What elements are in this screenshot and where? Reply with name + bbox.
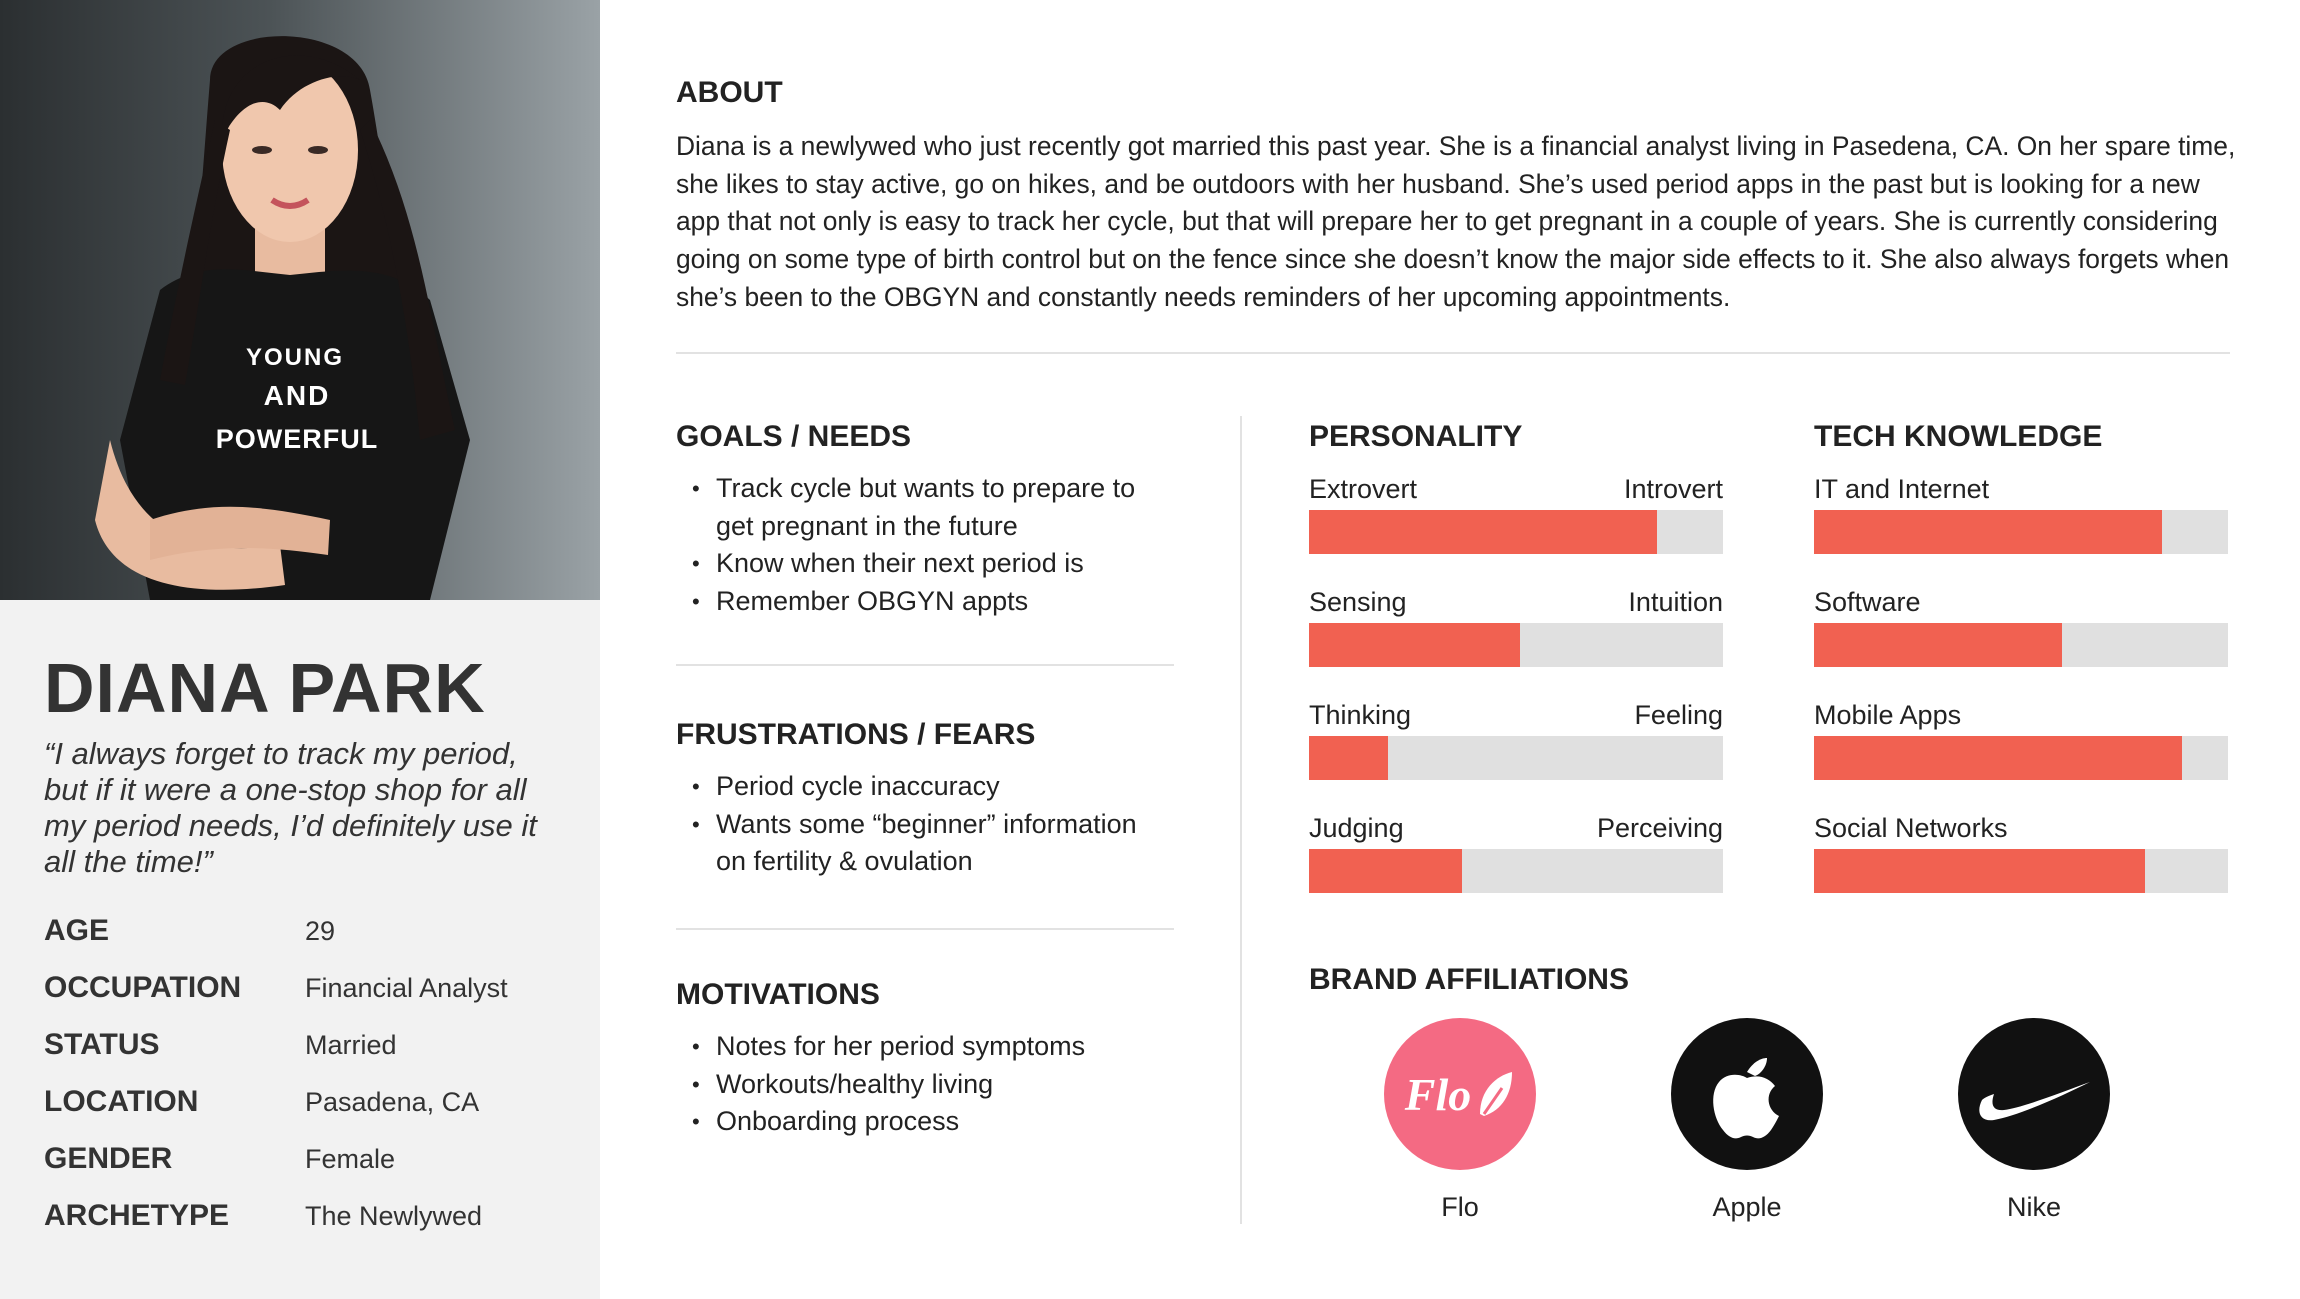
frustrations-list: [692, 768, 1172, 881]
skill-bar-track: [1814, 849, 2228, 893]
list-item: • Notes for her period symptoms: [692, 1028, 1172, 1066]
fact-label: AGE: [44, 914, 110, 947]
brand-flo: [1360, 1018, 1560, 1223]
fact-label: GENDER: [44, 1142, 173, 1175]
fact-value: 29: [305, 916, 336, 946]
fact-value: Financial Analyst: [305, 973, 508, 1003]
skill-bar-fill: [1814, 849, 2145, 893]
trait-bar-track: [1309, 623, 1723, 667]
about-title: ABOUT: [676, 76, 783, 109]
apple-logo-icon: [1671, 1018, 1823, 1170]
persona-panel: [0, 0, 600, 1299]
trait-right-label: Feeling: [1634, 700, 1723, 730]
trait-left-label: Judging: [1309, 813, 1404, 843]
skill-label: Social Networks: [1814, 813, 2008, 843]
list-item: • Track cycle but wants to prepare to get pregnant in the future: [692, 470, 1172, 545]
trait-bar-fill: [1309, 736, 1388, 780]
fact-value: The Newlywed: [305, 1201, 483, 1231]
trait-left-label: Sensing: [1309, 587, 1407, 617]
trait-bar-track: [1309, 510, 1723, 554]
trait-left-label: Thinking: [1309, 700, 1412, 730]
trait-right-label: Intuition: [1628, 587, 1723, 617]
trait-bar-track: [1309, 849, 1723, 893]
skill-bar-fill: [1814, 623, 2062, 667]
skill-bar-fill: [1814, 510, 2162, 554]
trait-bar-fill: [1309, 623, 1520, 667]
list-item: • Period cycle inaccuracy: [692, 768, 1172, 806]
brand-apple: [1647, 1018, 1847, 1223]
fact-label: LOCATION: [44, 1085, 199, 1118]
frustrations-divider: [676, 928, 1174, 930]
persona-facts: [44, 910, 584, 1252]
list-item: • Remember OBGYN appts: [692, 583, 1172, 621]
flo-logo-icon: [1384, 1018, 1536, 1170]
goals-title: GOALS / NEEDS: [676, 420, 912, 453]
tech-skill-mobile: [1814, 700, 2228, 800]
trait-bar-fill: [1309, 510, 1657, 554]
skill-label: Software: [1814, 587, 1921, 617]
tech-title: TECH KNOWLEDGE: [1814, 420, 2103, 453]
fact-label: OCCUPATION: [44, 971, 242, 1004]
fact-age: [44, 910, 584, 967]
about-divider: [676, 352, 2230, 354]
goals-divider: [676, 664, 1174, 666]
trait-right-label: Introvert: [1623, 474, 1723, 504]
brands-title: BRAND AFFILIATIONS: [1309, 963, 1629, 996]
skill-label: IT and Internet: [1814, 474, 1990, 504]
fact-archetype: [44, 1195, 584, 1252]
trait-bar-track: [1309, 736, 1723, 780]
list-item: • Know when their next period is: [692, 545, 1172, 583]
skill-bar-track: [1814, 736, 2228, 780]
trait-bar-fill: [1309, 849, 1462, 893]
persona-quote: “I always forget to track my period, but if it were a one-stop shop for all my period needs, I’d definitely use it all the time!”: [44, 736, 537, 879]
column-divider: [1240, 416, 1242, 1224]
shirt-text-line2: AND: [263, 380, 331, 411]
persona-photo: [0, 0, 600, 600]
persona-name: DIANA PARK: [44, 649, 486, 727]
personality-trait-thinking: [1309, 700, 1723, 800]
fact-label: STATUS: [44, 1028, 160, 1061]
goals-list: [692, 470, 1172, 620]
fact-status: [44, 1024, 584, 1081]
brand-name: Flo: [1441, 1192, 1479, 1222]
brand-name: Apple: [1712, 1192, 1782, 1222]
skill-bar-track: [1814, 623, 2228, 667]
fact-value: Pasadena, CA: [305, 1087, 480, 1117]
frustrations-title: FRUSTRATIONS / FEARS: [676, 718, 1036, 751]
svg-text:Flo: Flo: [1404, 1069, 1472, 1120]
fact-label: ARCHETYPE: [44, 1199, 230, 1232]
list-item: • Workouts/healthy living: [692, 1066, 1172, 1104]
list-item: • Wants some “beginner” information on fertility & ovulation: [692, 806, 1172, 881]
personality-title: PERSONALITY: [1309, 420, 1523, 453]
brand-nike: [1934, 1018, 2134, 1223]
fact-gender: [44, 1138, 584, 1195]
tech-skill-it: [1814, 474, 2228, 574]
fact-value: Female: [305, 1144, 396, 1174]
shirt-text-line3: POWERFUL: [215, 424, 379, 454]
nike-logo-icon: [1958, 1018, 2110, 1170]
personality-trait-extrovert: [1309, 474, 1723, 574]
tech-skill-software: [1814, 587, 2228, 687]
personality-trait-sensing: [1309, 587, 1723, 687]
tech-skill-social: [1814, 813, 2228, 913]
skill-bar-fill: [1814, 736, 2182, 780]
fact-location: [44, 1081, 584, 1138]
list-item: • Onboarding process: [692, 1103, 1172, 1141]
motivations-title: MOTIVATIONS: [676, 978, 880, 1011]
personality-trait-judging: [1309, 813, 1723, 913]
fact-value: Married: [305, 1030, 397, 1060]
brand-name: Nike: [2006, 1192, 2061, 1222]
about-text: Diana is a newlywed who just recently got married this past year. She is a financial analyst living in Pasedena, CA. On her spare time, she likes to stay active, go on hikes, and be outdoors with her husband. She’s used period apps in the past but is looking for a new app that not only is easy to track her cycle, but that will prepare her to get pregnant in a couple of years. She is currently considering going on some type of birth control but on the fence since she doesn’t know the major side effects to it. She also always forgets when she’s been to the OBGYN and constantly needs reminders of her upcoming appointments.: [676, 131, 2236, 312]
fact-occupation: [44, 967, 584, 1024]
portrait-image: [0, 0, 600, 600]
skill-bar-track: [1814, 510, 2228, 554]
trait-left-label: Extrovert: [1309, 474, 1418, 504]
trait-right-label: Perceiving: [1596, 813, 1723, 843]
motivations-list: [692, 1028, 1172, 1141]
skill-label: Mobile Apps: [1814, 700, 1962, 730]
shirt-text-line1: YOUNG: [245, 344, 345, 371]
